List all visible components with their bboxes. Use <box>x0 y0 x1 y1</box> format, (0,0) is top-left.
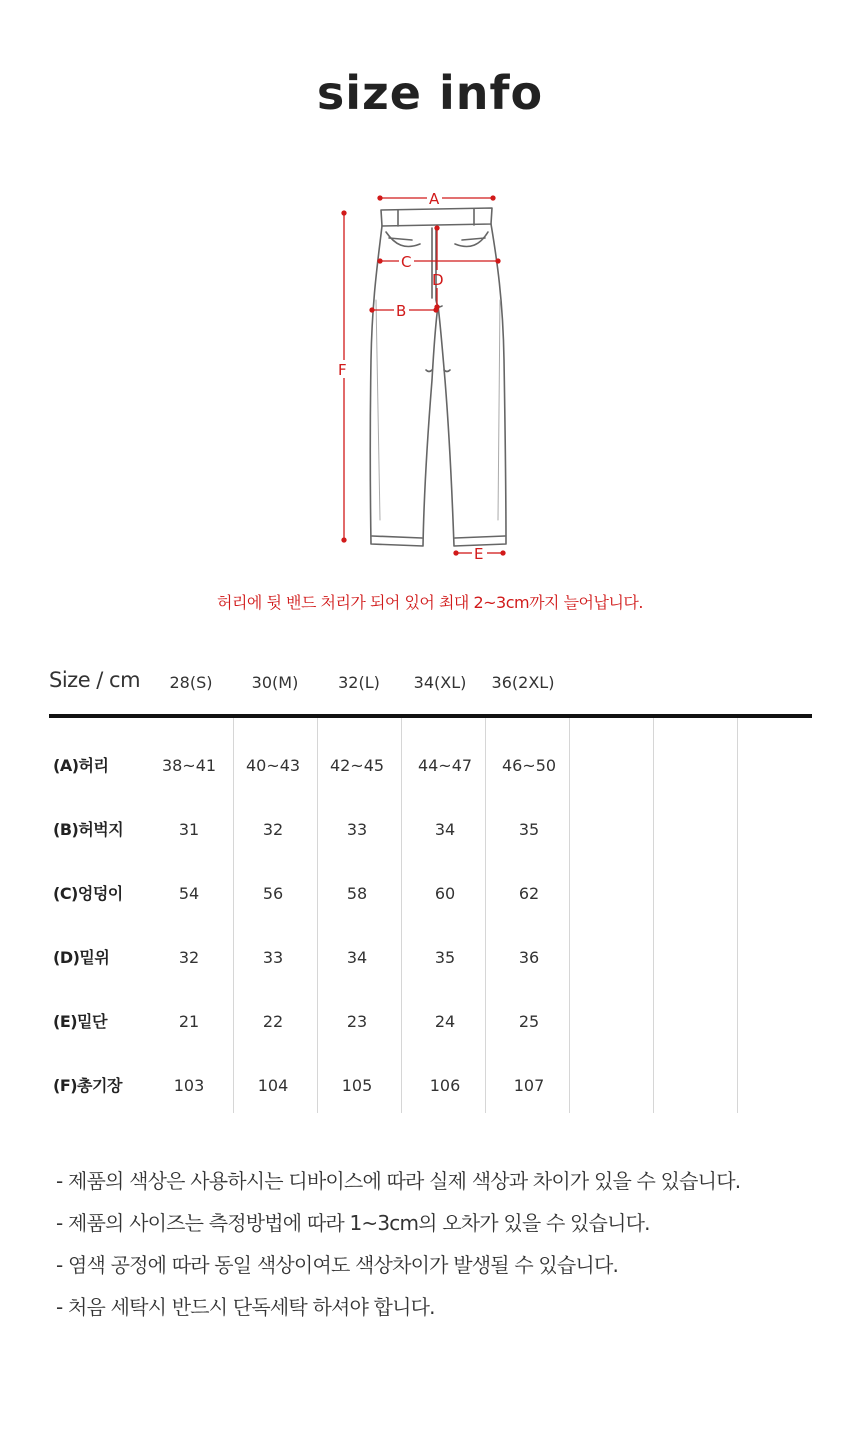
size-header-36: 36(2XL) <box>491 673 555 692</box>
column-divider <box>401 718 402 1113</box>
row-label-rise: (D)밑위 <box>53 948 110 967</box>
row-label-thigh: (B)허벅지 <box>53 820 124 839</box>
table-cell: 104 <box>257 1076 289 1095</box>
table-cell: 105 <box>341 1076 373 1095</box>
table-cell: 38~41 <box>161 756 217 775</box>
table-header-divider <box>49 714 812 718</box>
table-cell: 58 <box>346 884 368 903</box>
table-cell: 33 <box>346 820 368 839</box>
waistband-note: 허리에 뒷 밴드 처리가 되어 있어 최대 2~3cm까지 늘어납니다. <box>217 593 643 612</box>
note-item-wash: - 처음 세탁시 반드시 단독세탁 하셔야 합니다. <box>56 1295 435 1319</box>
table-cell: 33 <box>262 948 284 967</box>
dim-label-f: F <box>338 361 347 379</box>
dim-label-c: C <box>401 253 412 271</box>
table-cell: 35 <box>518 820 540 839</box>
row-label-total-length: (F)총기장 <box>53 1076 122 1095</box>
pants-size-diagram <box>0 0 860 600</box>
pants-sketch <box>370 208 506 546</box>
page-title: size info <box>316 66 544 120</box>
table-cell: 40~43 <box>245 756 301 775</box>
dim-label-a: A <box>429 190 440 208</box>
table-cell: 25 <box>518 1012 540 1031</box>
column-divider <box>317 718 318 1113</box>
notes-list <box>56 1166 740 1334</box>
column-divider <box>485 718 486 1113</box>
table-cell: 106 <box>429 1076 461 1095</box>
table-cell: 60 <box>434 884 456 903</box>
table-cell: 34 <box>434 820 456 839</box>
row-label-hip: (C)엉덩이 <box>53 884 123 903</box>
dim-label-d: D <box>432 271 444 289</box>
size-header-32: 32(L) <box>338 673 380 692</box>
row-label-waist: (A)허리 <box>53 756 109 775</box>
table-cell: 24 <box>434 1012 456 1031</box>
column-divider <box>569 718 570 1113</box>
note-item-color: - 제품의 색상은 사용하시는 디바이스에 따라 실제 색상과 차이가 있을 수 있습니다. <box>56 1169 741 1193</box>
table-cell: 46~50 <box>501 756 557 775</box>
table-cell: 56 <box>262 884 284 903</box>
table-cell: 22 <box>262 1012 284 1031</box>
row-label-hem: (E)밑단 <box>53 1012 107 1031</box>
dim-label-b: B <box>396 302 407 320</box>
column-divider <box>233 718 234 1113</box>
table-header-label: Size / cm <box>49 668 141 692</box>
table-cell: 32 <box>262 820 284 839</box>
size-header-34: 34(XL) <box>413 673 467 692</box>
note-item-dye: - 염색 공정에 따라 동일 색상이여도 색상차이가 발생될 수 있습니다. <box>56 1253 619 1277</box>
column-divider <box>737 718 738 1113</box>
dimension-markers <box>342 196 505 555</box>
table-cell: 62 <box>518 884 540 903</box>
table-cell: 31 <box>178 820 200 839</box>
table-cell: 32 <box>178 948 200 967</box>
table-cell: 42~45 <box>329 756 385 775</box>
table-cell: 54 <box>178 884 200 903</box>
size-header-28: 28(S) <box>169 673 213 692</box>
note-item-size: - 제품의 사이즈는 측정방법에 따라 1~3cm의 오차가 있을 수 있습니다. <box>56 1211 650 1235</box>
column-divider <box>653 718 654 1113</box>
table-cell: 103 <box>173 1076 205 1095</box>
table-cell: 23 <box>346 1012 368 1031</box>
table-cell: 34 <box>346 948 368 967</box>
table-cell: 107 <box>513 1076 545 1095</box>
table-cell: 44~47 <box>417 756 473 775</box>
dim-label-e: E <box>474 545 484 563</box>
table-cell: 36 <box>518 948 540 967</box>
table-cell: 35 <box>434 948 456 967</box>
size-header-30: 30(M) <box>251 673 299 692</box>
table-cell: 21 <box>178 1012 200 1031</box>
